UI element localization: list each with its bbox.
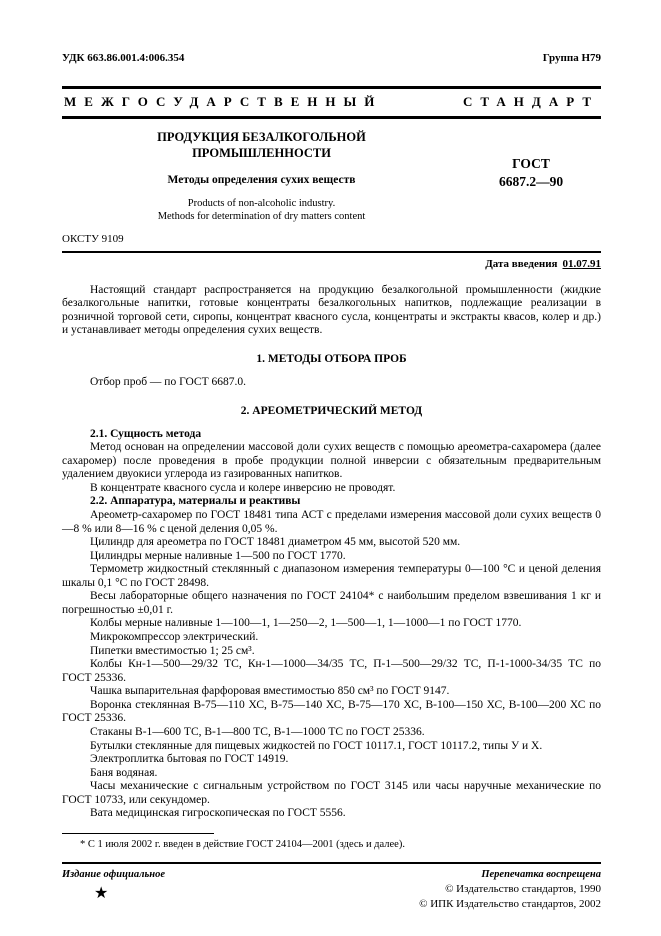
document-title-line-2: ПРОМЫШЛЕННОСТИ [192,146,331,161]
document-subtitle: Методы определения сухих веществ [167,173,356,186]
paragraph: Стаканы В-1—600 ТС, В-1—800 ТС, В-1—1000 ТС по ГОСТ 25336. [90,725,425,738]
standard-type-word-2: СТАНДАРТ [462,94,599,109]
paragraph: Микрокомпрессор электрический. [90,631,259,643]
udk-code: УДК 663.86.001.4:006.354 [62,52,185,64]
header-divider [62,251,601,253]
footer-divider [62,862,601,864]
english-title-line-1: Products of non-alcoholic industry. [187,197,336,209]
paragraph: Чашка выпарительная фарфоровая вместимостью 850 см³ по ГОСТ 9147. [90,685,450,698]
footnote-text: * С 1 июля 2002 г. введен в действие ГОСТ 24104—2001 (здесь и далее). [80,838,405,850]
scope-paragraph: Настоящий стандарт распространяется на продукцию безалкогольной промышленности (жидкие безалкогольные напитки, готовые концентраты безалкогольных напитков, подлежащие реализации в розничной торговой сети, сиропы, концентрат квасного сусла, концентраты и экстракты квасов, колер и др.) и устанавливает методы определения сухих веществ. [62,283,601,337]
footnote-divider [62,833,214,834]
paragraph: В концентрате квасного сусла и колере инверсию не проводят. [90,481,396,494]
copyright-line-1: © Издательство стандартов, 1990 [445,882,601,895]
okstu-code: ОКСТУ 9109 [62,232,124,245]
document-codes-row [62,52,601,64]
gost-number-block [461,155,601,223]
paragraph: Весы лабораторные общего назначения по ГОСТ 24104* с наибольшим пределом взвешивания 1 кг и погрешностью ±0,01 г. [62,590,601,616]
paragraph: Цилиндры мерные наливные 1—500 по ГОСТ 1770. [90,549,346,562]
copyright-block [419,882,601,912]
paragraph: Пипетки вместимостью 1; 25 см³. [90,644,255,657]
group-code: Группа Н79 [542,52,601,64]
paragraph: Термометр жидкостный стеклянный с диапазоном измерения температуры 0—100 °С и ценой деления шкалы 0,1 °С по ГОСТ 28498. [62,563,601,589]
reprint-prohibited-label: Перепечатка воспрещена [481,868,601,880]
paragraph: Цилиндр для ареометра по ГОСТ 18481 диаметром 45 мм, высотой 520 мм. [90,536,461,549]
copyright-line-2: © ИПК Издательство стандартов, 2002 [419,897,601,910]
introduction-date [62,258,601,270]
paragraph: Часы механические с сигнальным устройством по ГОСТ 3145 или часы наручные механические по ГОСТ 10733, или секундомер. [62,780,601,806]
title-block [62,129,601,223]
footer-row [62,869,601,880]
paragraph: 2.2. Аппаратура, материалы и реактивы [90,495,301,508]
gost-number: 6687.2—90 [498,174,564,190]
official-edition-label: Издание официальное [62,868,166,880]
title-column [62,129,461,223]
section-1-paragraph: Отбор проб — по ГОСТ 6687.0. [90,376,246,388]
paragraph: Воронка стеклянная В-75—110 ХС, В-75—140 ХС, В-75—170 ХС, В-100—150 ХС, В-100—200 ХС по ГОСТ 25336. [62,698,601,725]
standard-type-divider [62,116,601,119]
standard-type-heading [62,89,601,116]
paragraph: Колбы Кн-1—500—29/32 ТС, Кн-1—1000—34/35 ТС, П-1—500—29/32 ТС, П-1-1000-34/35 ТС по ГОСТ 25336. [62,658,601,684]
paragraph: 2.1. Сущность метода [90,427,202,440]
section-2-heading: 2. АРЕОМЕТРИЧЕСКИЙ МЕТОД [240,404,423,417]
paragraph: Колбы мерные наливные 1—100—1, 1—250—2, 1—500—1, 1—1000—1 по ГОСТ 1770. [90,617,522,630]
paragraph: Метод основан на определении массовой доли сухих веществ с помощью ареометра-сахаромера (далее сахаромер) после проведения в пробе продукции полной инверсии с обязательным предварительным удалением двуокиси углерода из газированных напитков. [62,441,601,481]
paragraph: Ареометр-сахаромер по ГОСТ 18481 типа АСТ с пределами измерения массовой доли сухих веществ 0—8 % или 8—16 % с ценой деления 0,05 %. [62,508,601,535]
footer-bottom [62,882,601,912]
section-1-heading: 1. МЕТОДЫ ОТБОРА ПРОБ [256,353,407,365]
document-title-line-1: ПРОДУКЦИЯ БЕЗАЛКОГОЛЬНОЙ [157,130,366,144]
introduction-date-value: 01.07.91 [562,257,601,270]
standard-type-word-1: МЕЖГОСУДАРСТВЕННЫЙ [64,94,383,109]
paragraph: Электроплитка бытовая по ГОСТ 14919. [90,753,289,766]
gost-label: ГОСТ [512,156,550,171]
paragraph: Бутылки стеклянные для пищевых жидкостей по ГОСТ 10117.1, ГОСТ 10117.2, типы У и Х. [90,739,543,752]
introduction-date-label: Дата введения [485,257,558,270]
paragraph: Баня водяная. [90,766,158,779]
english-title-line-2: Methods for determination of dry matters content [157,210,366,222]
section-2-paragraphs [62,428,601,821]
paragraph: Вата медицинская гигроскопическая по ГОСТ 5556. [90,807,346,820]
star-icon: ★ [94,884,109,902]
